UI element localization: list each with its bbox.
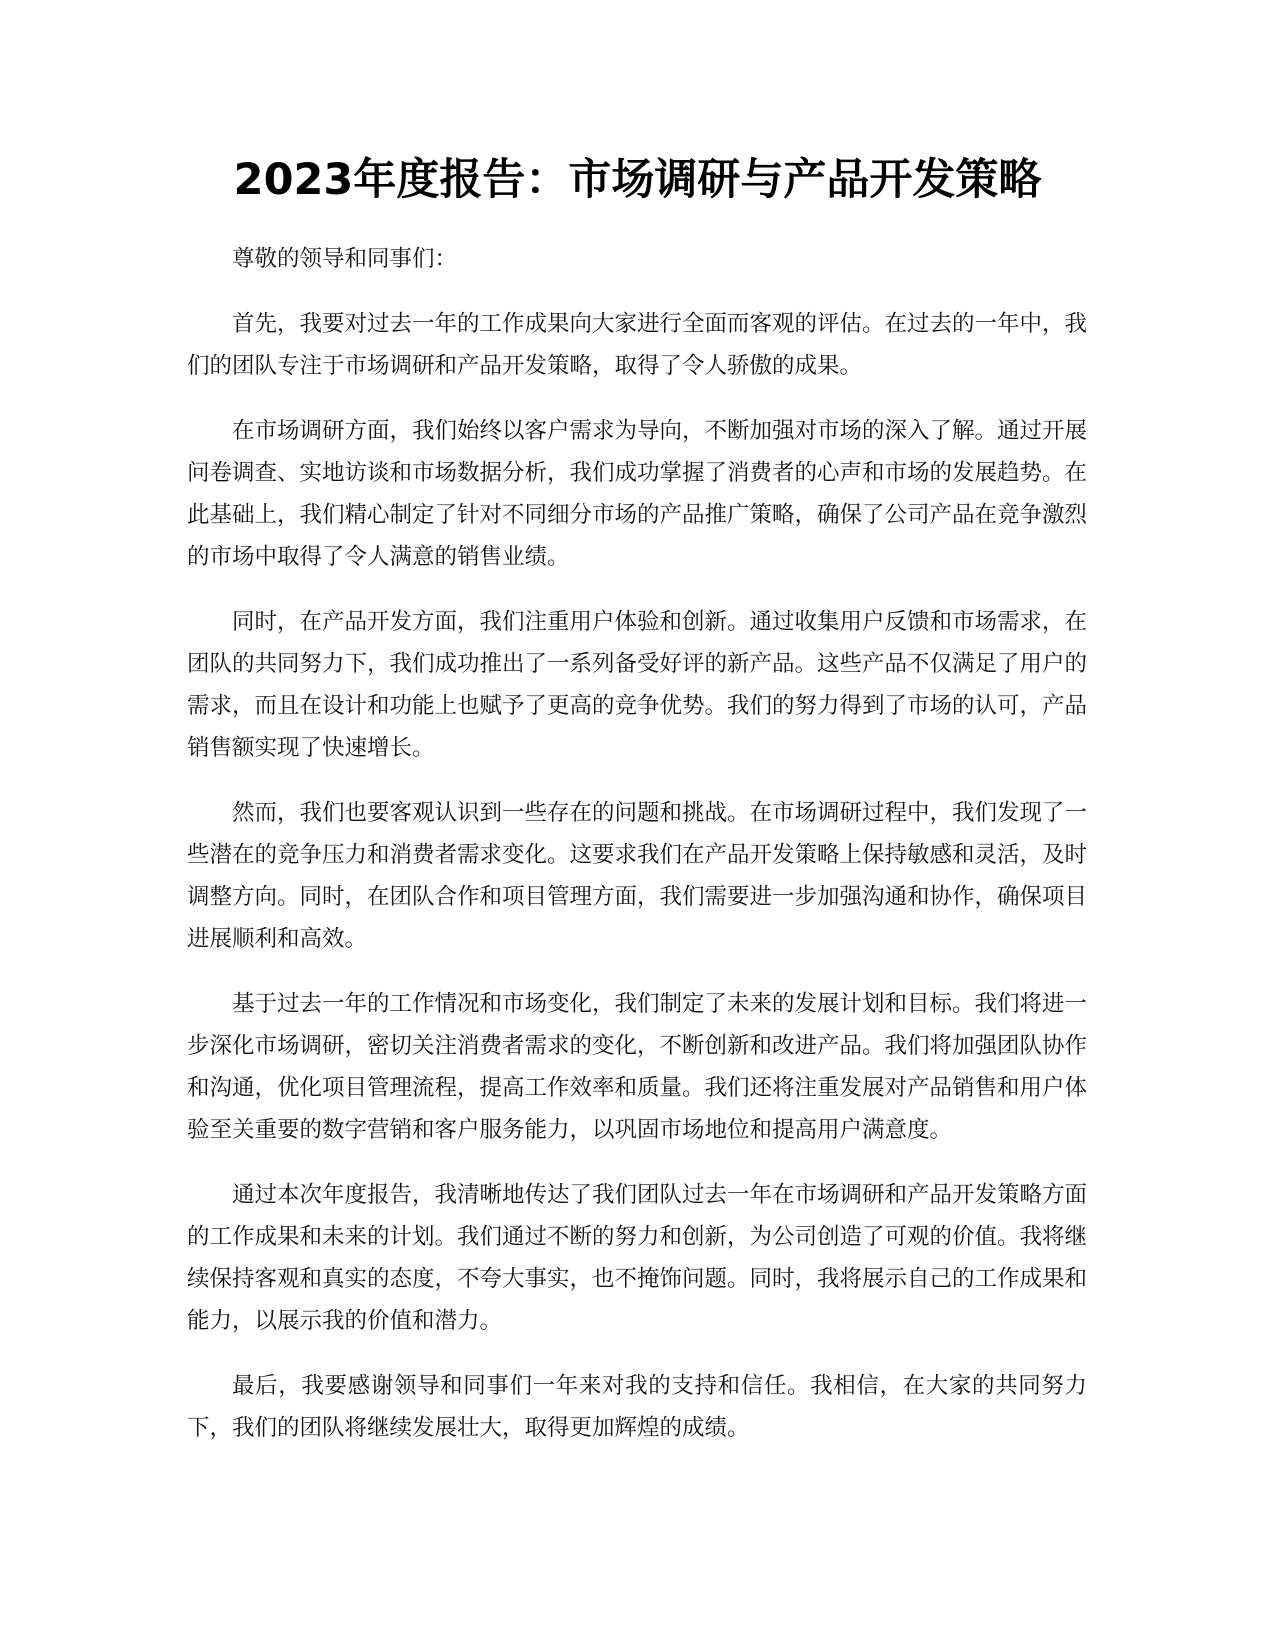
document-title: 2023年度报告：市场调研与产品开发策略 — [233, 155, 1042, 205]
paragraph: 同时，在产品开发方面，我们注重用户体验和创新。通过收集用户反馈和市场需求，在团队的共同努力下，我们成功推出了一系列备受好评的新产品。这些产品不仅满足了用户的需求，而且在设计和功能上也赋予了更高的竞争优势。我们的努力得到了市场的认可，产品销售额实现了快速增长。 — [187, 609, 1088, 761]
paragraph: 然而，我们也要客观认识到一些存在的问题和挑战。在市场调研过程中，我们发现了一些潜在的竞争压力和消费者需求变化。这要求我们在产品开发策略上保持敏感和灵活，及时调整方向。同时，在团队合作和项目管理方面，我们需要进一步加强沟通和协作，确保项目进展顺利和高效。 — [187, 800, 1088, 952]
paragraph: 首先，我要对过去一年的工作成果向大家进行全面而客观的评估。在过去的一年中，我们的团队专注于市场调研和产品开发策略，取得了令人骄傲的成果。 — [187, 311, 1088, 379]
paragraph: 在市场调研方面，我们始终以客户需求为导向，不断加强对市场的深入了解。通过开展问卷调查、实地访谈和市场数据分析，我们成功掌握了消费者的心声和市场的发展趋势。在此基础上，我们精心制定了针对不同细分市场的产品推广策略，确保了公司产品在竞争激烈的市场中取得了令人满意的销售业绩。 — [187, 418, 1088, 570]
salutation: 尊敬的领导和同事们： — [232, 246, 458, 272]
paragraph: 最后，我要感谢领导和同事们一年来对我的支持和信任。我相信，在大家的共同努力下，我们的团队将继续发展壮大，取得更加辉煌的成绩。 — [187, 1373, 1087, 1441]
paragraph: 基于过去一年的工作情况和市场变化，我们制定了未来的发展计划和目标。我们将进一步深化市场调研，密切关注消费者需求的变化，不断创新和改进产品。我们将加强团队协作和沟通，优化项目管理流程，提高工作效率和质量。我们还将注重发展对产品销售和用户体验至关重要的数字营销和客户服务能力，以巩固市场地位和提高用户满意度。 — [187, 991, 1088, 1143]
document-body — [187, 238, 1087, 1472]
paragraph: 通过本次年度报告，我清晰地传达了我们团队过去一年在市场调研和产品开发策略方面的工作成果和未来的计划。我们通过不断的努力和创新，为公司创造了可观的价值。我将继续保持客观和真实的态度，不夸大事实，也不掩饰问题。同时，我将展示自己的工作成果和能力，以展示我的价值和潜力。 — [187, 1182, 1088, 1334]
